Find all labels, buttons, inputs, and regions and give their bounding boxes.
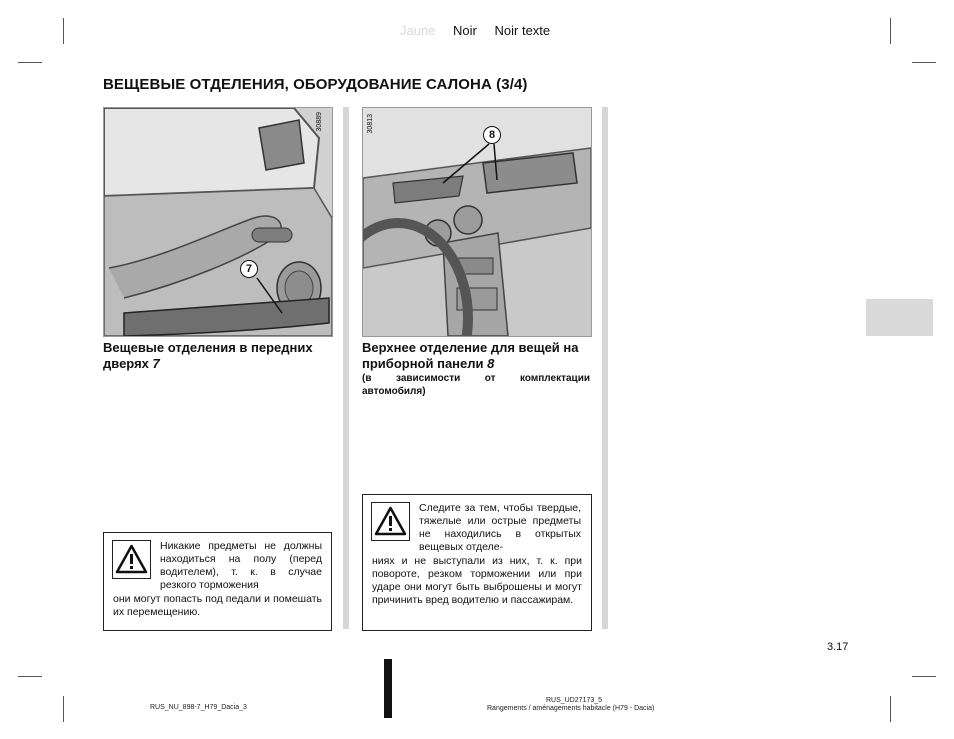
- caption-text: Верхнее отделение для вещей на приборной панели: [362, 340, 579, 371]
- caption-number: 7: [152, 356, 160, 371]
- crop-mark: [18, 676, 42, 677]
- column-rule-left: [343, 107, 349, 629]
- callout-8: 8: [483, 126, 501, 144]
- footer-black-bar: [384, 659, 392, 718]
- door-illustration: [104, 108, 332, 336]
- dashboard-illustration: [363, 108, 591, 336]
- color-label-noir: Noir: [453, 23, 477, 38]
- warning-icon-frame: [371, 502, 410, 541]
- door-pocket-photo: [103, 107, 333, 337]
- warning-text-lead: Следите за тем, чтобы твердые, тяжелые или острые предметы не находились в открытых вещевых отделе-: [419, 502, 581, 553]
- footer-right-title: Rangements / aménagements habitacle (H79 - Dacia): [487, 705, 655, 712]
- photo-code: 30813: [367, 114, 374, 134]
- color-label-jaune: Jaune: [400, 23, 436, 38]
- caption-text: Вещевые отделения в передних дверях: [103, 340, 313, 371]
- footer-right-code: RUS_UD27173_5: [546, 697, 603, 704]
- warning-triangle-icon: [372, 503, 409, 540]
- warning-text-rest: ниях и не выступали из них, т. к. при повороте, резком торможении или при ударе они могут быть выброшены и могут причинить вред водителю и пассажирам.: [372, 555, 582, 606]
- warning-text-rest: они могут попасть под педали и помешать их перемещению.: [113, 593, 322, 618]
- warning-triangle-icon: [113, 541, 150, 578]
- door-pocket-caption: [103, 340, 331, 372]
- warning-text-lead: Никакие предметы не должны находиться на полу (перед водителем), т. к. в случае резкого торможения: [160, 540, 322, 591]
- color-label-noir-texte: Noir texte: [494, 23, 551, 38]
- warning-icon-frame: [112, 540, 151, 579]
- callout-7: 7: [240, 260, 258, 278]
- crop-mark: [912, 62, 936, 63]
- crop-mark: [890, 18, 891, 44]
- warning-box-left: [103, 532, 332, 631]
- page-title: ВЕЩЕВЫЕ ОТДЕЛЕНИЯ, ОБОРУДОВАНИЕ САЛОНА (3/4): [103, 76, 528, 93]
- dashboard-caption: [362, 340, 590, 372]
- chapter-tab: [866, 299, 933, 336]
- column-rule-right: [602, 107, 608, 629]
- crop-mark: [63, 696, 64, 722]
- warning-box-right: [362, 494, 592, 631]
- crop-mark: [890, 696, 891, 722]
- crop-mark: [912, 676, 936, 677]
- footer-left-code: RUS_NU_898-7_H79_Dacia_3: [150, 704, 247, 711]
- crop-mark: [18, 62, 42, 63]
- print-color-labels: [400, 23, 564, 38]
- dashboard-subcaption: (в зависимости от комплектации автомобиля): [362, 373, 590, 397]
- caption-number: 8: [487, 356, 495, 371]
- photo-code: 30889: [316, 112, 323, 132]
- crop-mark: [63, 18, 64, 44]
- page-number: 3.17: [827, 641, 849, 653]
- dashboard-photo: [362, 107, 592, 337]
